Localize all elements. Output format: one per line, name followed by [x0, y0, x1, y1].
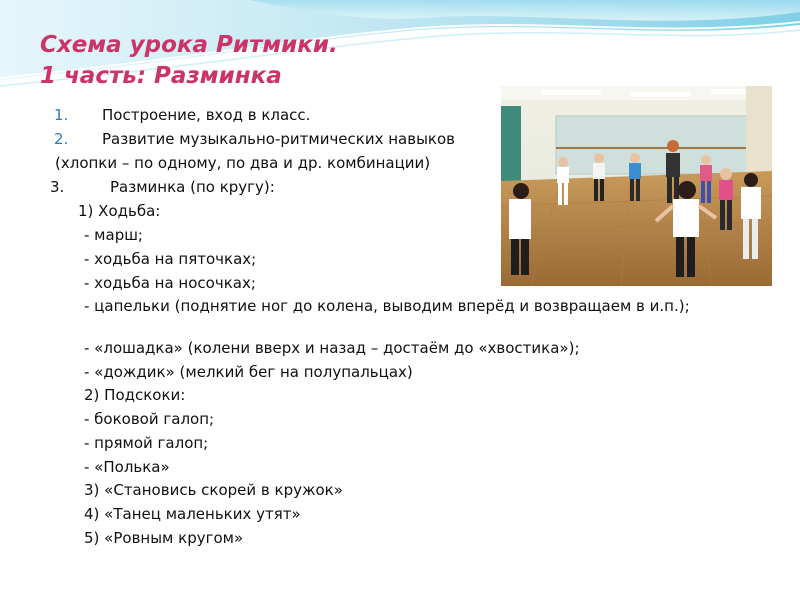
- title-line-1: Схема урока Ритмики.: [40, 32, 338, 58]
- list-marker: 3.: [50, 178, 65, 196]
- list-item: [84, 409, 214, 429]
- list-item-text: (хлопки – по одному, по два и др. комбинации): [55, 154, 431, 172]
- list-item-text: 5) «Ровным кругом»: [84, 529, 244, 547]
- classroom-photo: [501, 86, 772, 286]
- list-item: [84, 480, 343, 500]
- title-line-2: 1 часть: Разминка: [40, 63, 282, 89]
- list-item: [84, 225, 143, 245]
- list-item-text: - «дождик» (мелкий бег на полупальцах): [84, 363, 413, 381]
- list-item-text: 2) Подскоки:: [84, 386, 186, 404]
- list-item-text: Развитие музыкально-ритмических навыков: [102, 130, 455, 148]
- list-item: [50, 177, 275, 197]
- list-marker: 1.: [54, 106, 69, 124]
- list-item: [84, 296, 782, 316]
- list-item-text: - боковой галоп;: [84, 410, 215, 428]
- list-item-text: - «лошадка» (колени вверх и назад – достаём до «хвостика»);: [84, 339, 580, 357]
- list-item: [54, 129, 455, 149]
- list-item-text: - цапельки (поднятие ног до колена, выводим вперёд и возвращаем в и.п.);: [84, 297, 690, 315]
- list-item-text: 3) «Становись скорей в кружок»: [84, 481, 343, 499]
- list-item: [55, 153, 430, 173]
- list-item: [84, 362, 413, 382]
- slide-title: [40, 30, 338, 92]
- list-item: [84, 273, 256, 293]
- list-item-text: 1) Ходьба:: [78, 202, 161, 220]
- list-item-text: - ходьба на пяточках;: [84, 250, 257, 268]
- list-item: [84, 338, 580, 358]
- list-item: [54, 105, 310, 125]
- list-item-text: - марш;: [84, 226, 143, 244]
- list-item-text: Построение, вход в класс.: [102, 106, 311, 124]
- list-item-text: 4) «Танец маленьких утят»: [84, 505, 301, 523]
- list-item: [84, 504, 301, 524]
- list-item: [84, 528, 243, 548]
- list-item: [78, 201, 160, 221]
- list-item-text: Разминка (по кругу):: [110, 178, 275, 196]
- list-item: [84, 457, 170, 477]
- list-item: [84, 433, 208, 453]
- list-item-text: - ходьба на носочках;: [84, 274, 256, 292]
- list-item: [84, 385, 185, 405]
- classroom-photo-illustration: [501, 86, 772, 286]
- list-item: [84, 249, 256, 269]
- list-item-text: - «Полька»: [84, 458, 170, 476]
- list-item-text: - прямой галоп;: [84, 434, 209, 452]
- list-marker: 2.: [54, 130, 69, 148]
